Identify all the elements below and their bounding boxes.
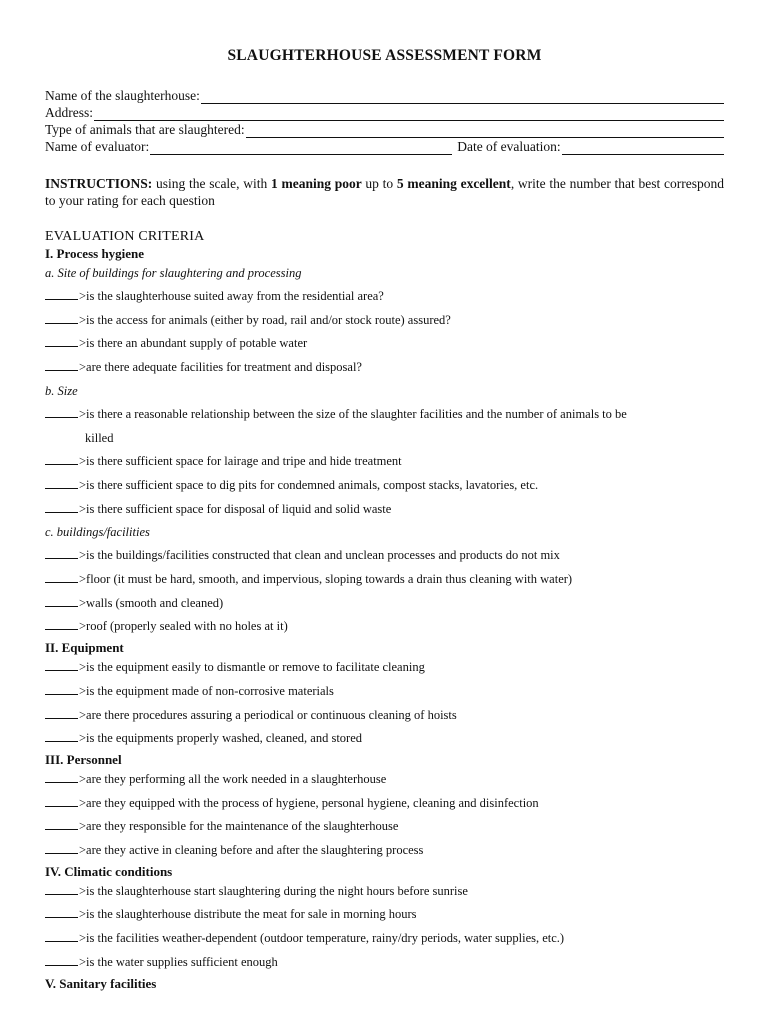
question-row — [45, 498, 724, 522]
rating-blank[interactable] — [45, 332, 78, 347]
section-title: II. Equipment — [45, 640, 124, 656]
question-text: >are there procedures assuring a periodical or continuous cleaning of hoists — [79, 707, 457, 722]
question-row — [45, 880, 724, 904]
criteria-section — [45, 639, 724, 751]
rating-blank[interactable] — [45, 544, 78, 559]
header-fields — [45, 87, 724, 155]
instructions-scale-high: 5 meaning excellent — [396, 176, 511, 191]
rating-blank[interactable] — [45, 568, 78, 583]
question-text: >is the equipment easily to dismantle or remove to facilitate cleaning — [79, 660, 425, 675]
question-row — [45, 680, 724, 704]
section-title: I. Process hygiene — [45, 246, 145, 261]
question-row — [45, 839, 724, 863]
rating-blank[interactable] — [45, 768, 78, 783]
evaluator-row — [45, 138, 724, 155]
question-row — [45, 792, 724, 816]
rating-blank[interactable] — [45, 592, 78, 607]
question-row — [45, 568, 724, 592]
rating-blank[interactable] — [45, 450, 78, 465]
slaughterhouse-name-field[interactable] — [201, 91, 724, 104]
animals-label: Type of animals that are slaughtered: — [45, 122, 245, 137]
question-text: >is the slaughterhouse suited away from the residential area? — [79, 289, 384, 303]
subsection-title: b. Size — [45, 383, 78, 398]
question-row — [45, 615, 724, 639]
question-text: >is the water supplies sufficient enough — [79, 954, 278, 969]
address-label: Address: — [45, 105, 93, 120]
section-title: V. Sanitary facilities — [45, 975, 157, 991]
question-text: >are they performing all the work needed in a slaughterhouse — [79, 771, 387, 786]
instructions — [45, 175, 724, 209]
subsection-title: a. Site of buildings for slaughtering and processing — [45, 266, 302, 280]
rating-blank[interactable] — [45, 839, 78, 854]
question-row — [45, 356, 724, 380]
question-text: >is the slaughterhouse distribute the meat for sale in morning hours — [79, 907, 417, 922]
rating-blank[interactable] — [45, 927, 78, 942]
question-text: >is the access for animals (either by road, rail and/or stock route) assured? — [79, 312, 451, 327]
date-field[interactable] — [562, 142, 724, 155]
question-row — [45, 927, 724, 951]
criteria-section — [45, 751, 724, 863]
date-label: Date of evaluation: — [457, 139, 561, 154]
rating-blank[interactable] — [45, 656, 78, 671]
question-row — [45, 285, 724, 309]
rating-blank[interactable] — [45, 309, 78, 324]
question-text: >walls (smooth and cleaned) — [79, 595, 224, 610]
rating-blank[interactable] — [45, 903, 78, 918]
question-text: >is there sufficient space to dig pits for condemned animals, compost stacks, lavatories, etc. — [79, 477, 539, 492]
instructions-scale-low: 1 meaning poor — [271, 176, 362, 191]
question-text: >floor (it must be hard, smooth, and impervious, sloping towards a drain thus cleaning with water) — [79, 572, 573, 587]
section-title: III. Personnel — [45, 751, 122, 767]
question-text: >is there sufficient space for disposal of liquid and solid waste — [79, 501, 392, 516]
question-text: >are there adequate facilities for treatment and disposal? — [79, 360, 362, 375]
question-text: >is there an abundant supply of potable water — [79, 336, 308, 351]
question-row — [45, 951, 724, 975]
rating-blank[interactable] — [45, 474, 78, 489]
question-row — [45, 332, 724, 356]
animals-field[interactable] — [246, 125, 724, 138]
slaughterhouse-name-row — [45, 87, 724, 104]
animals-row — [45, 121, 724, 138]
question-text: >is the equipments properly washed, cleaned, and stored — [79, 731, 363, 746]
rating-blank[interactable] — [45, 285, 78, 300]
question-row — [45, 309, 724, 333]
rating-blank[interactable] — [45, 498, 78, 513]
question-text: >is there sufficient space for lairage and tripe and hide treatment — [79, 454, 402, 469]
evaluator-label: Name of evaluator: — [45, 139, 150, 154]
question-text: >is there a reasonable relationship between the size of the slaughter facilities and the number of animals to be — [79, 406, 627, 421]
rating-blank[interactable] — [45, 403, 78, 418]
rating-blank[interactable] — [45, 704, 78, 719]
question-row — [45, 403, 724, 427]
instructions-text-3: , write the number that best correspond to your rating for each question — [45, 176, 724, 208]
question-text: >is the buildings/facilities constructed that clean and unclean processes and products do not mix — [79, 548, 560, 563]
rating-blank[interactable] — [45, 680, 78, 695]
evaluator-field[interactable] — [150, 142, 452, 155]
question-text: >are they equipped with the process of hygiene, personal hygiene, cleaning and disinfection — [79, 795, 539, 810]
question-row — [45, 768, 724, 792]
question-text: >are they responsible for the maintenance of the slaughterhouse — [79, 819, 399, 834]
question-text: >is the slaughterhouse start slaughtering during the night hours before sunrise — [79, 883, 468, 898]
question-row — [45, 450, 724, 474]
question-row — [45, 544, 724, 568]
question-row — [45, 592, 724, 616]
question-row — [45, 656, 724, 680]
question-row — [45, 704, 724, 728]
subsection-title: c. buildings/facilities — [45, 525, 150, 540]
question-text: >is the equipment made of non-corrosive materials — [79, 683, 334, 698]
criteria-heading: EVALUATION CRITERIA — [45, 229, 205, 244]
instructions-text-2: up to — [361, 176, 397, 191]
address-row — [45, 104, 724, 121]
instructions-lead: INSTRUCTIONS: — [45, 176, 153, 191]
rating-blank[interactable] — [45, 880, 78, 895]
rating-blank[interactable] — [45, 815, 78, 830]
criteria-section — [45, 863, 724, 975]
criteria-section — [45, 975, 724, 992]
criteria-section — [45, 245, 724, 639]
rating-blank[interactable] — [45, 792, 78, 807]
rating-blank[interactable] — [45, 356, 78, 371]
address-field[interactable] — [94, 108, 724, 121]
rating-blank[interactable] — [45, 727, 78, 742]
question-row — [45, 727, 724, 751]
instructions-text-1: using the scale, with — [152, 176, 271, 191]
question-text: >are they active in cleaning before and after the slaughtering process — [79, 843, 424, 858]
question-row — [45, 474, 724, 498]
form-title: SLAUGHTERHOUSE ASSESSMENT FORM — [227, 47, 542, 64]
question-text: >is the facilities weather-dependent (outdoor temperature, rainy/dry periods, water supplies, etc.) — [79, 931, 565, 946]
question-text: >roof (properly sealed with no holes at it) — [79, 619, 288, 634]
question-continuation: killed — [85, 430, 114, 445]
slaughterhouse-name-label: Name of the slaughterhouse: — [45, 88, 200, 103]
section-title: IV. Climatic conditions — [45, 863, 173, 879]
rating-blank[interactable] — [45, 951, 78, 966]
criteria-list — [45, 245, 724, 992]
rating-blank[interactable] — [45, 615, 78, 630]
question-row — [45, 903, 724, 927]
question-row — [45, 815, 724, 839]
